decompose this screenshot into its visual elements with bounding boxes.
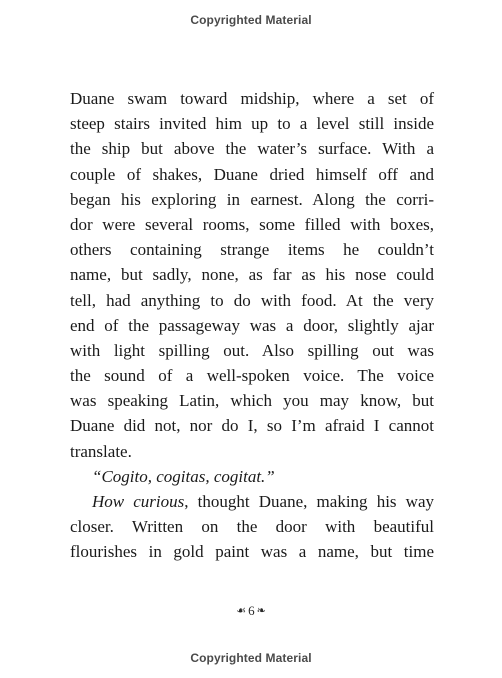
text-line: tell, had anything to do with food. At the very — [70, 290, 434, 310]
text-line: with light spilling out. Also spilling out was — [70, 340, 434, 360]
latin-quote: “Cogito, cogitas, cogitat.” — [92, 466, 275, 486]
text-line: end of the passageway was a door, slightly ajar — [70, 315, 434, 335]
italic-phrase: How curious — [92, 492, 185, 511]
page-number: 6 — [248, 603, 255, 618]
text-fragment: , thought Duane, making his way — [184, 492, 435, 511]
text-line: dor were several rooms, some filled with boxes, — [70, 214, 434, 234]
header-copyright: Copyrighted Material — [190, 13, 312, 27]
text-line: was speaking Latin, which you may know, but — [70, 391, 434, 411]
text-line: flourishes in gold paint was a name, but time — [70, 542, 434, 562]
text-line: Duane did not, nor do I, so I’m afraid I cannot — [70, 416, 434, 436]
text-line: closer. Written on the door with beautiful — [70, 517, 434, 537]
text-line: translate. — [70, 441, 132, 461]
text-line: name, but sadly, none, as far as his nose could — [70, 265, 434, 285]
fleuron-right-icon: ❧ — [256, 605, 266, 617]
text-line: the ship but above the water’s surface. With a — [70, 139, 434, 159]
text-line: steep stairs invited him up to a level still inside — [70, 114, 434, 134]
fleuron-left-icon: ☙ — [236, 605, 247, 617]
text-line: couple of shakes, Duane dried himself off and — [70, 164, 434, 184]
footer-copyright: Copyrighted Material — [190, 651, 312, 665]
text-line: began his exploring in earnest. Along the corri- — [70, 189, 434, 209]
text-line — [70, 489, 434, 514]
body-text — [70, 86, 434, 565]
text-line: others containing strange items he couldn’t — [70, 240, 434, 260]
text-line: the sound of a well-spoken voice. The voice — [70, 366, 434, 386]
text-line: Duane swam toward midship, where a set of — [70, 89, 434, 108]
page-folio — [0, 603, 502, 619]
